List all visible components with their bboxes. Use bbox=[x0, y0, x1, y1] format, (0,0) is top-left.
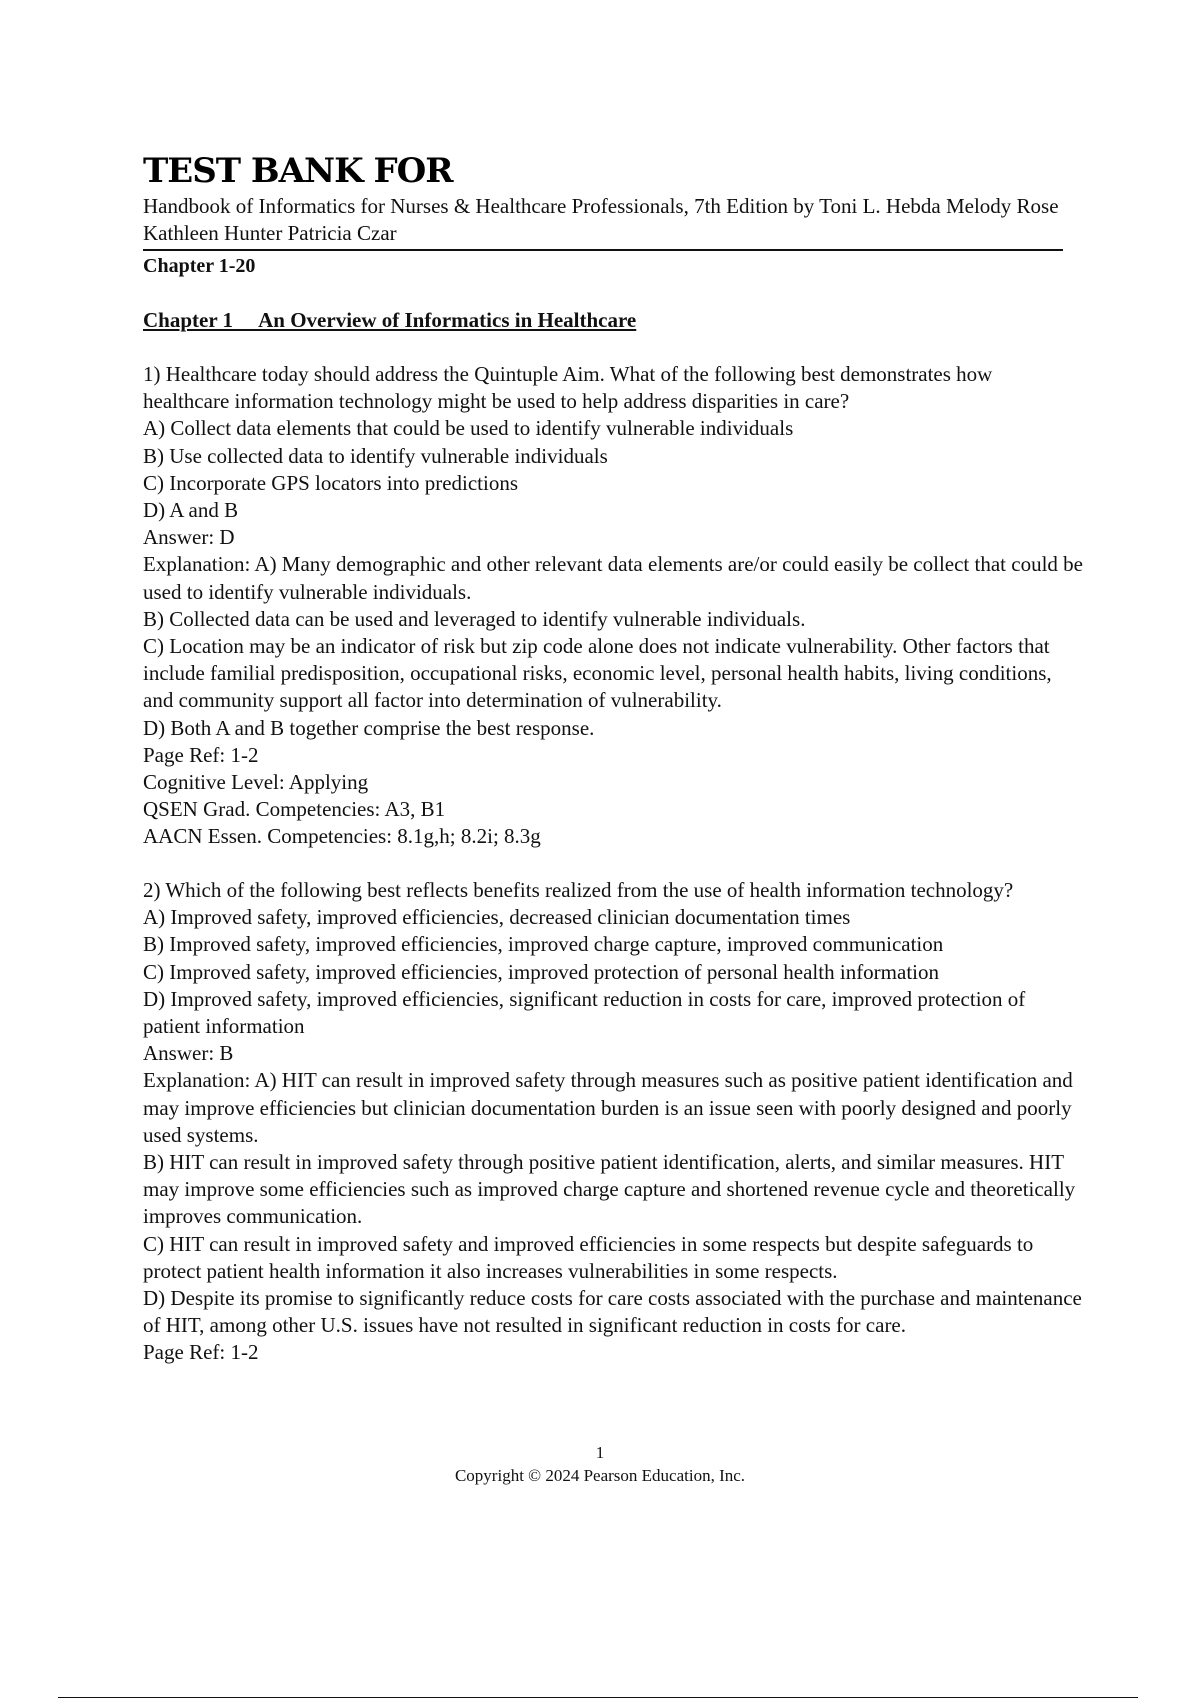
chapter-range: Chapter 1-20 bbox=[143, 255, 256, 277]
explanation-a: Explanation: A) Many demographic and other relevant data elements are/or could easily be collect that could be used to identify vulnerable individuals. bbox=[143, 552, 1083, 604]
question-stem: 1) Healthcare today should address the Quintuple Aim. What of the following best demonstrates how healthcare information technology might be used to help address disparities in care? bbox=[143, 362, 993, 414]
explanation-c: C) Location may be an indicator of risk but zip code alone does not indicate vulnerability. Other factors that include familial predisposition, occupational risks, economic level, personal health habits, living conditions, and community support all factor into determination of vulnerability. bbox=[143, 634, 1052, 713]
page-number: 1 bbox=[595, 1443, 605, 1462]
explanation-c: C) HIT can result in improved safety and improved efficiencies in some respects but despite safeguards to protect patient health information it also increases vulnerabilities in some respects. bbox=[143, 1231, 1034, 1283]
aacn-competencies: AACN Essen. Competencies: 8.1g,h; 8.2i; 8.3g bbox=[143, 824, 541, 849]
question-stem: 2) Which of the following best reflects benefits realized from the use of health information technology? bbox=[143, 878, 1014, 902]
explanation-b: B) Collected data can be used and leveraged to identify vulnerable individuals. bbox=[143, 606, 806, 631]
option-c: C) Improved safety, improved efficiencies, improved protection of personal health information bbox=[143, 959, 940, 984]
header-rule bbox=[143, 249, 1063, 251]
page-ref: Page Ref: 1-2 bbox=[143, 742, 259, 767]
option-a: A) Improved safety, improved efficiencies, decreased clinician documentation times bbox=[143, 905, 851, 930]
option-c: C) Incorporate GPS locators into predictions bbox=[143, 470, 519, 495]
option-d: D) Improved safety, improved efficiencies, significant reduction in costs for care, improved protection of patient information bbox=[143, 986, 1026, 1039]
explanation-d: D) Despite its promise to significantly reduce costs for care costs associated with the purchase and maintenance of HIT, among other U.S. issues have not resulted in significant reduction in costs for care. bbox=[143, 1286, 1082, 1338]
page-ref: Page Ref: 1-2 bbox=[143, 1340, 259, 1365]
explanation-b: B) HIT can result in improved safety through positive patient identification, alerts, and similar measures. HIT may improve some efficiencies such as improved charge capture and shortened revenue cycle and theoretically improves communication. bbox=[143, 1150, 1076, 1229]
answer: Answer: D bbox=[143, 525, 235, 550]
qsen-competencies: QSEN Grad. Competencies: A3, B1 bbox=[143, 797, 446, 822]
copyright-notice: Copyright © 2024 Pearson Education, Inc. bbox=[454, 1466, 746, 1485]
option-b: B) Use collected data to identify vulnerable individuals bbox=[143, 443, 608, 468]
option-b: B) Improved safety, improved efficiencies, improved charge capture, improved communication bbox=[143, 932, 944, 957]
question-2 bbox=[143, 877, 1083, 1367]
question-1 bbox=[143, 361, 1083, 851]
document-title: TEST BANK FOR bbox=[143, 151, 453, 191]
chapter-heading: Chapter 1 An Overview of Informatics in Healthcare bbox=[143, 308, 637, 332]
explanation-a: Explanation: A) HIT can result in improved safety through measures such as positive patient identification and may improve efficiencies but clinician documentation burden is an issue seen with poorly designed and poorly used systems. bbox=[143, 1068, 1073, 1147]
explanation-d: D) Both A and B together comprise the best response. bbox=[143, 715, 595, 740]
answer: Answer: B bbox=[143, 1041, 234, 1066]
cognitive-level: Cognitive Level: Applying bbox=[143, 770, 369, 795]
bottom-rule bbox=[58, 1697, 1138, 1698]
book-subtitle: Handbook of Informatics for Nurses & Healthcare Professionals, 7th Edition by Toni L. Hebda Melody Rose Kathleen Hunter Patricia Czar bbox=[143, 194, 1059, 245]
option-d: D) A and B bbox=[143, 498, 239, 523]
option-a: A) Collect data elements that could be used to identify vulnerable individuals bbox=[143, 416, 794, 441]
